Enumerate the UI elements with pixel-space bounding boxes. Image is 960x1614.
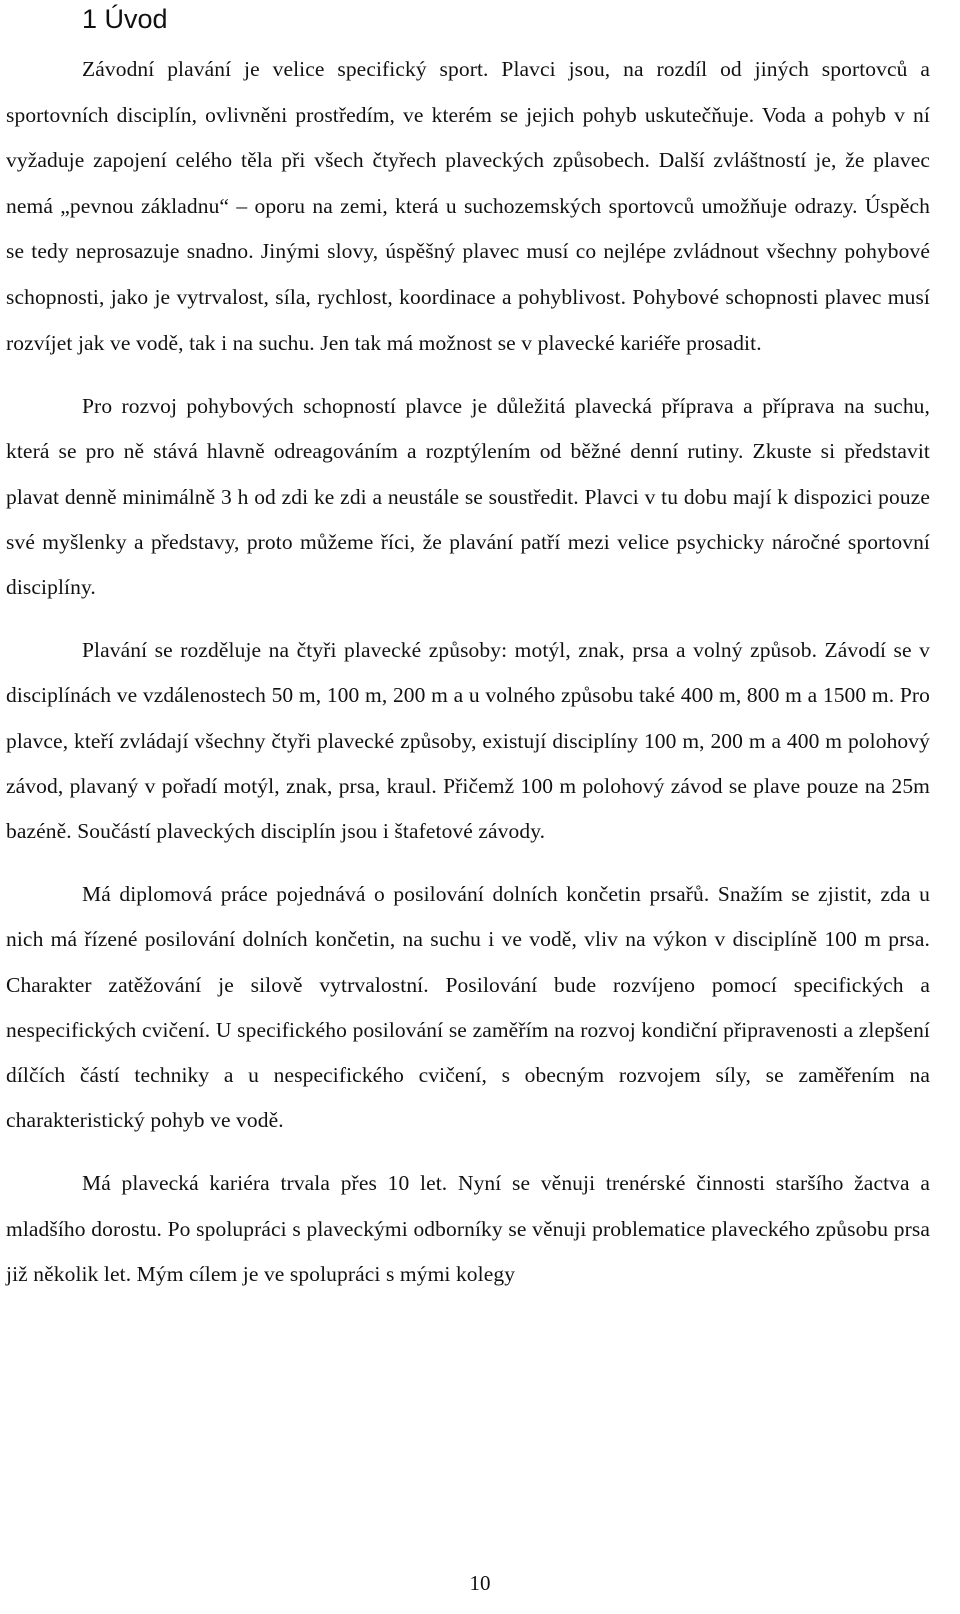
paragraph-intro: Závodní plavání je velice specifický sport. Plavci jsou, na rozdíl od jiných sportovců a sportovních disciplín, ovlivněni prostředím, ve kterém se jejich pohyb uskutečňuje. Voda a pohyb v ní vyžaduje zapojení celého těla při všech čtyřech plaveckých způsobech. Další zvláštností je, že plavec nemá „pevnou základnu“ – oporu na zemi, která u suchozemských sportovců umožňuje odrazy. Úspěch se tedy neprosazuje snadno. Jinými slovy, úspěšný plavec musí co nejlépe zvládnout všechny pohybové schopnosti, jako je vytrvalost, síla, rychlost, koordinace a pohyblivost. Pohybové schopnosti plavec musí rozvíjet jak ve vodě, tak i na suchu. Jen tak má možnost se v plavecké kariéře prosadit. bbox=[6, 57, 930, 355]
paragraph-preparation: Pro rozvoj pohybových schopností plavce je důležitá plavecká příprava a příprava na suchu, která se pro ně stává hlavně odreagováním a rozptýlením od běžné denní rutiny. Zkuste si představit plavat denně minimálně 3 h od zdi ke zdi a neustále se soustředit. Plavci v tu dobu mají k dispozici pouze své myšlenky a představy, proto můžeme říci, že plavání patří mezi velice psychicky náročné sportovní disciplíny. bbox=[6, 394, 930, 599]
page-number: 10 bbox=[469, 1571, 491, 1595]
body-text bbox=[6, 47, 930, 1297]
paragraph-thesis-topic: Má diplomová práce pojednává o posilování dolních končetin prsařů. Snažím se zjistit, zda u nich má řízené posilování dolních končetin, na suchu i ve vodě, vliv na výkon v disciplíně 100 m prsa. Charakter zatěžování je silově vytrvalostní. Posilování bude rozvíjeno pomocí specifických a nespecifických cvičení. U specifického posilování se zaměřím na rozvoj kondiční připravenosti a zlepšení dílčích částí techniky a u nespecifického cvičení, s obecným rozvojem síly, se zaměřením na charakteristický pohyb ve vodě. bbox=[6, 882, 930, 1133]
section-heading: 1 Úvod bbox=[82, 4, 168, 34]
paragraph-career: Má plavecká kariéra trvala přes 10 let. Nyní se věnuji trenérské činnosti staršího žactva a mladšího dorostu. Po spolupráci s plaveckými odborníky se věnuji problematice plaveckého způsobu prsa již několik let. Mým cílem je ve spolupráci s mými kolegy bbox=[6, 1171, 930, 1286]
paragraph-swimming-styles: Plavání se rozděluje na čtyři plavecké způsoby: motýl, znak, prsa a volný způsob. Závodí se v disciplínách ve vzdálenostech 50 m, 100 m, 200 m a u volného způsobu také 400 m, 800 m a 1500 m. Pro plavce, kteří zvládají všechny čtyři plavecké způsoby, existují disciplíny 100 m, 200 m a 400 m polohový závod, plavaný v pořadí motýl, znak, prsa, kraul. Přičemž 100 m polohový závod se plave pouze na 25m bazéně. Součástí plaveckých disciplín jsou i štafetové závody. bbox=[6, 638, 930, 843]
